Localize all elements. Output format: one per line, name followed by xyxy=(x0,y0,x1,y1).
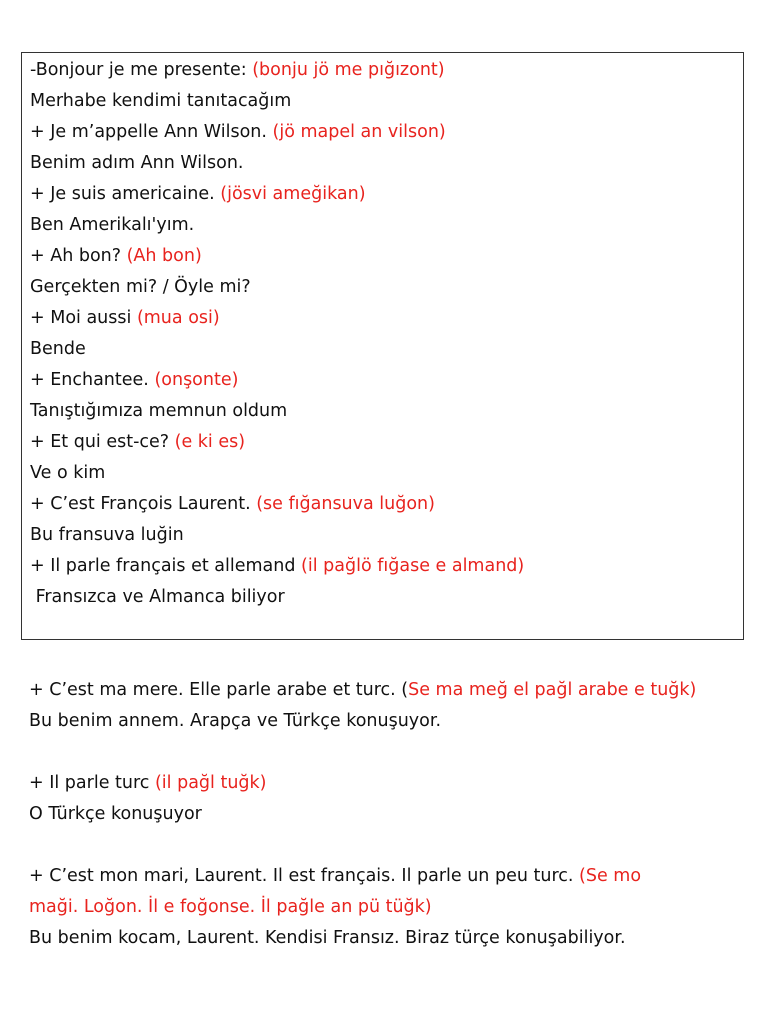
phrase-line xyxy=(30,489,743,520)
french-text: + Il parle turc xyxy=(29,773,155,793)
french-text: + Enchantee. xyxy=(30,370,155,390)
phrase-line xyxy=(29,861,749,892)
french-text: + Je m’appelle Ann Wilson. xyxy=(30,122,273,142)
french-text: + Il parle français et allemand xyxy=(30,556,302,576)
pronunciation-line xyxy=(29,892,749,923)
translation-text: Ben Amerikalı'yım. xyxy=(30,215,195,235)
translation-text: Fransızca ve Almanca biliyor xyxy=(30,587,285,607)
phrase-block xyxy=(29,675,749,737)
block-spacer xyxy=(29,830,749,861)
translation-text: Merhabe kendimi tanıtacağım xyxy=(30,91,292,111)
french-text: + C’est François Laurent. xyxy=(30,494,257,514)
pronunciation-text: (e ki es) xyxy=(174,432,246,452)
pronunciation-text: (jö mapel an vilson) xyxy=(272,122,446,142)
translation-line xyxy=(30,396,743,427)
additional-phrases xyxy=(29,675,749,954)
translation-line xyxy=(29,799,749,830)
pronunciation-text: (il pağl tuğk) xyxy=(154,773,267,793)
phrase-line xyxy=(30,365,743,396)
french-text: + C’est ma mere. Elle parle arabe et turc. ( xyxy=(29,680,409,700)
phrase-line xyxy=(30,303,743,334)
french-text: + Ah bon? xyxy=(30,246,127,266)
pronunciation-text: (Se mo xyxy=(579,866,642,886)
translation-text: Bu fransuva luğin xyxy=(30,525,184,545)
phrase-line xyxy=(30,551,743,582)
french-text: + Et qui est-ce? xyxy=(30,432,175,452)
pronunciation-text: maği. Loğon. İl e foğonse. İl pağle an pü tüğk) xyxy=(29,897,432,917)
phrase-line xyxy=(29,768,749,799)
pronunciation-text: (Ah bon) xyxy=(126,246,202,266)
pronunciation-text: Se ma meğ el pağl arabe e tuğk) xyxy=(408,680,697,700)
phrase-block xyxy=(29,861,749,954)
phrase-line xyxy=(30,117,743,148)
dialogue-box xyxy=(21,52,744,640)
pronunciation-text: (il pağlö fığase e almand) xyxy=(301,556,525,576)
translation-line xyxy=(29,706,749,737)
translation-text: Ve o kim xyxy=(30,463,106,483)
translation-line xyxy=(30,458,743,489)
translation-line xyxy=(29,923,749,954)
phrase-block xyxy=(29,768,749,830)
french-text: -Bonjour je me presente: xyxy=(30,60,253,80)
french-text: + Moi aussi xyxy=(30,308,137,328)
translation-line xyxy=(30,582,743,613)
phrase-line xyxy=(30,241,743,272)
translation-line xyxy=(30,210,743,241)
translation-line xyxy=(30,272,743,303)
translation-line xyxy=(30,520,743,551)
pronunciation-text: (mua osi) xyxy=(136,308,220,328)
translation-text: Bende xyxy=(30,339,86,359)
translation-line xyxy=(30,334,743,365)
french-text: + C’est mon mari, Laurent. Il est français. Il parle un peu turc. xyxy=(29,866,580,886)
translation-text: Bu benim annem. Arapça ve Türkçe konuşuyor. xyxy=(29,711,442,731)
pronunciation-text: (bonju jö me pığızont) xyxy=(252,60,445,80)
translation-text: Benim adım Ann Wilson. xyxy=(30,153,244,173)
pronunciation-text: (se fığansuva luğon) xyxy=(256,494,435,514)
translation-line xyxy=(30,86,743,117)
phrase-line xyxy=(30,427,743,458)
phrase-line xyxy=(30,179,743,210)
phrase-line xyxy=(30,55,743,86)
pronunciation-text: (jösvi ameğikan) xyxy=(220,184,366,204)
translation-text: Tanıştığımıza memnun oldum xyxy=(30,401,288,421)
french-text: + Je suis americaine. xyxy=(30,184,221,204)
translation-text: Gerçekten mi? / Öyle mi? xyxy=(30,277,251,297)
block-spacer xyxy=(29,737,749,768)
pronunciation-text: (onşonte) xyxy=(154,370,239,390)
translation-line xyxy=(30,148,743,179)
translation-text: O Türkçe konuşuyor xyxy=(29,804,202,824)
phrase-line xyxy=(29,675,749,706)
translation-text: Bu benim kocam, Laurent. Kendisi Fransız. Biraz türçe konuşabiliyor. xyxy=(29,928,626,948)
